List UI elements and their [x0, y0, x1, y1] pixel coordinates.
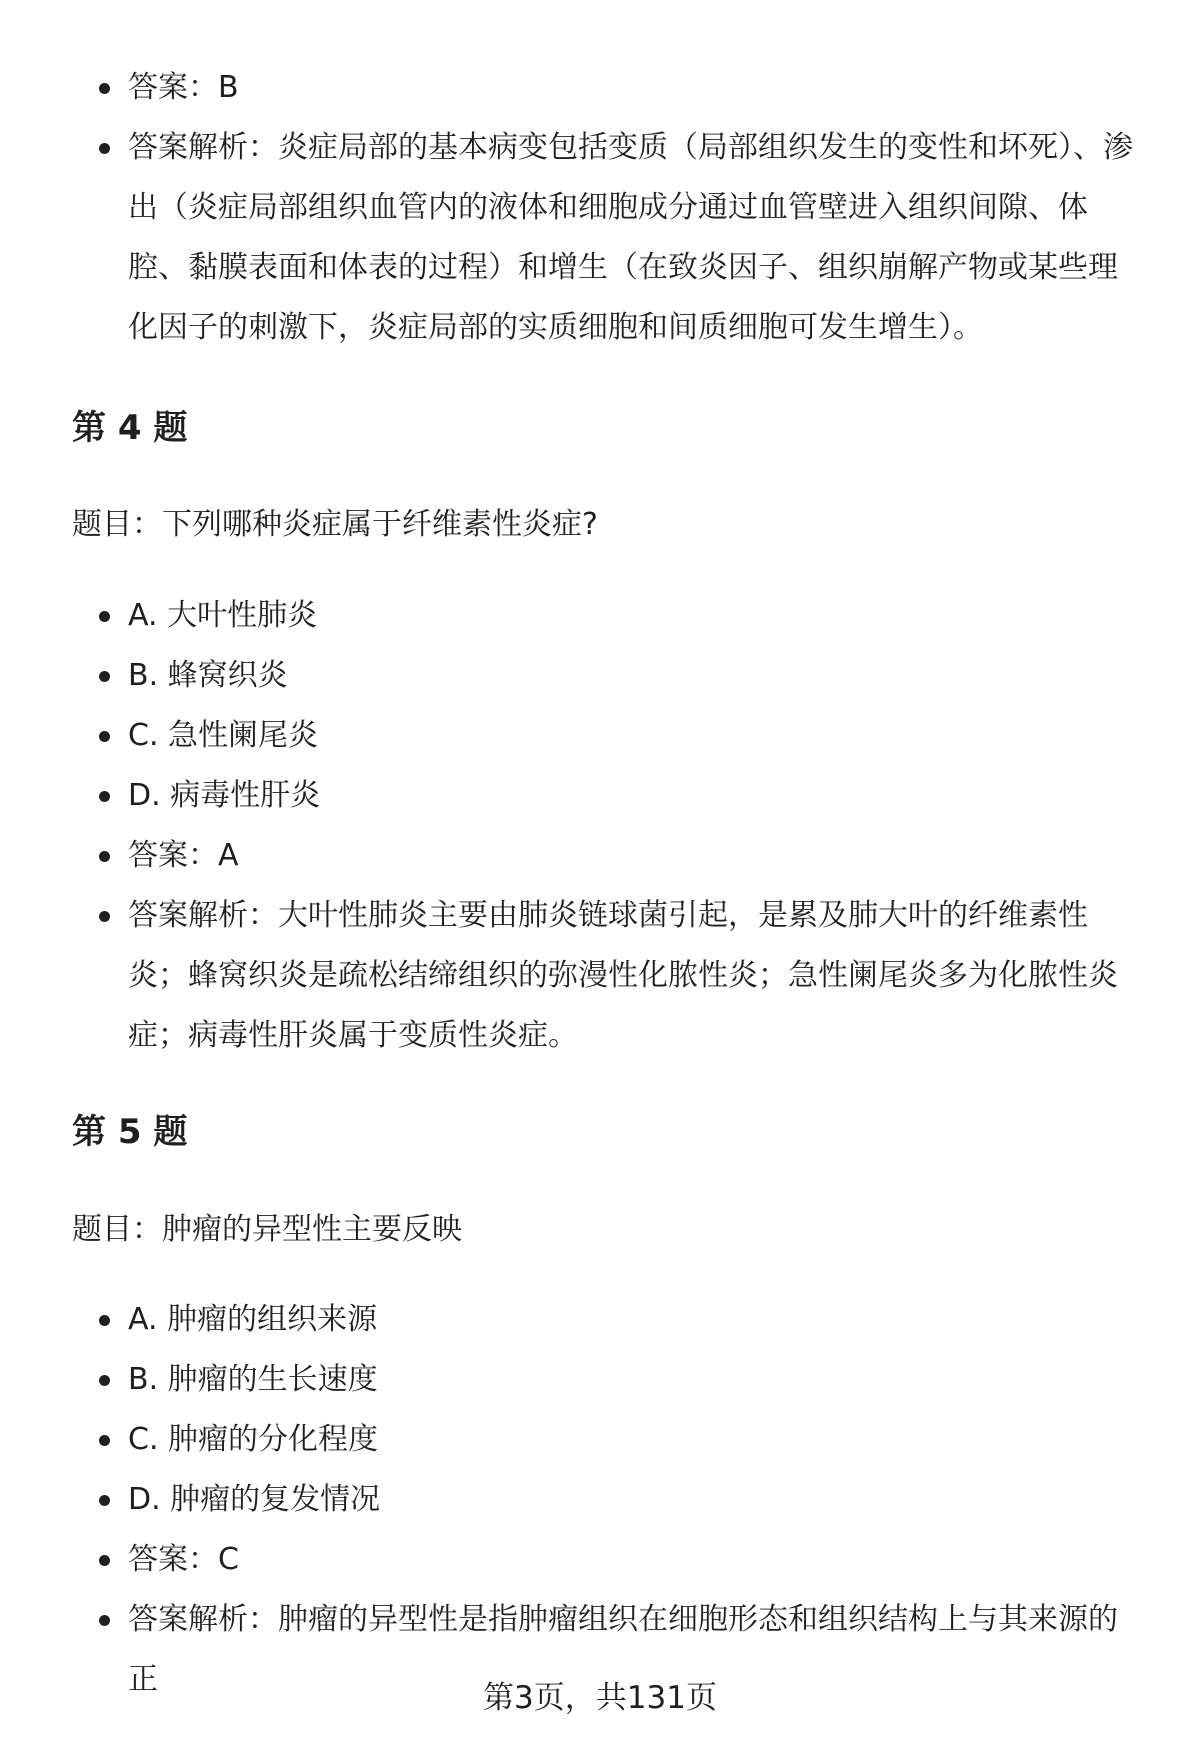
q5-explanation: 答案解析：肿瘤的异型性是指肿瘤组织在细胞形态和组织结构上与其来源的正	[72, 1590, 1142, 1710]
q5-option-b: B. 肿瘤的生长速度	[72, 1350, 1142, 1410]
q5-heading: 第 5 题	[72, 1112, 188, 1152]
q5-answer: 答案：C	[72, 1530, 1142, 1590]
q4-option-c: C. 急性阑尾炎	[72, 706, 1142, 766]
q3-answer: 答案：B	[72, 58, 1142, 118]
q4-option-b: B. 蜂窝织炎	[72, 646, 1142, 706]
q4-question: 题目：下列哪种炎症属于纤维素性炎症?	[72, 507, 598, 542]
q5-option-c: C. 肿瘤的分化程度	[72, 1410, 1142, 1470]
q3-explanation: 答案解析：炎症局部的基本病变包括变质（局部组织发生的变性和坏死）、渗出（炎症局部组织血管内的液体和细胞成分通过血管壁进入组织间隙、体腔、黏膜表面和体表的过程）和增生（在致炎因子、组织崩解产物或某些理化因子的刺激下，炎症局部的实质细胞和间质细胞可发生增生）。	[72, 118, 1142, 358]
q3-list	[72, 58, 1142, 358]
q5-list	[72, 1290, 1142, 1710]
q4-heading: 第 4 题	[72, 408, 188, 448]
q4-list	[72, 586, 1142, 1066]
q4-explanation: 答案解析：大叶性肺炎主要由肺炎链球菌引起，是累及肺大叶的纤维素性炎；蜂窝织炎是疏松结缔组织的弥漫性化脓性炎；急性阑尾炎多为化脓性炎症；病毒性肝炎属于变质性炎症。	[72, 886, 1142, 1066]
q5-option-a: A. 肿瘤的组织来源	[72, 1290, 1142, 1350]
q5-question: 题目：肿瘤的异型性主要反映	[72, 1212, 462, 1247]
page-footer: 第3页，共131页	[483, 1680, 717, 1716]
q4-option-a: A. 大叶性肺炎	[72, 586, 1142, 646]
q4-answer: 答案：A	[72, 826, 1142, 886]
q5-option-d: D. 肿瘤的复发情况	[72, 1470, 1142, 1530]
q4-option-d: D. 病毒性肝炎	[72, 766, 1142, 826]
